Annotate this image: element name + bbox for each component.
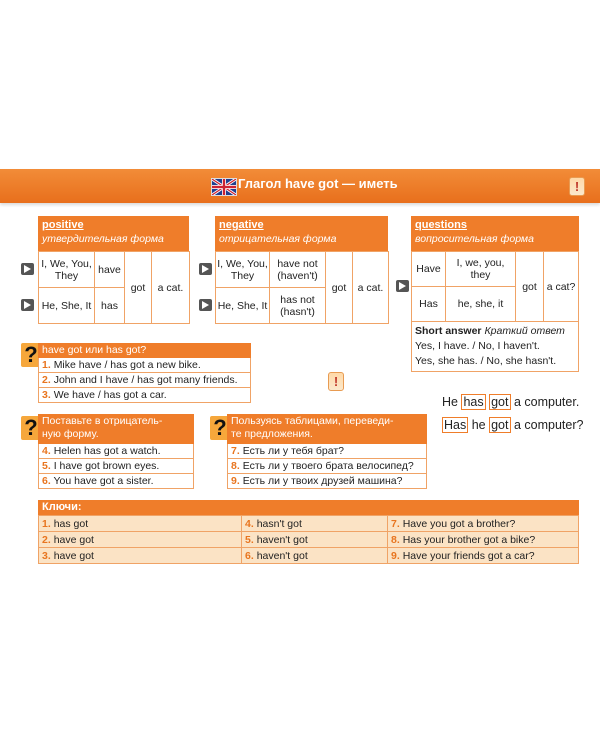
key-number: 1. xyxy=(42,517,51,530)
exercise2-item xyxy=(38,444,194,459)
key-answer: hasn't got xyxy=(256,517,302,530)
example-word-highlight: got xyxy=(491,395,509,409)
arrow-right-icon xyxy=(199,299,212,311)
key-cell xyxy=(39,516,242,532)
item-text: I have got brown eyes. xyxy=(53,460,160,472)
key-cell xyxy=(388,548,579,564)
key-number: 8. xyxy=(391,533,400,546)
positive-table xyxy=(38,251,190,324)
exercise3-item xyxy=(227,459,427,474)
example-word-highlight: got xyxy=(491,418,509,432)
questions-subject-2: he, she, it xyxy=(446,287,516,322)
key-cell xyxy=(39,548,242,564)
key-cell xyxy=(242,516,388,532)
questions-verb-1: Have xyxy=(412,252,446,287)
negative-header xyxy=(215,216,388,251)
exercise2-item xyxy=(38,474,194,489)
question-mark-icon: ? xyxy=(21,416,41,440)
key-cell xyxy=(242,532,388,548)
key-cell xyxy=(39,532,242,548)
question-mark-icon: ? xyxy=(210,416,230,440)
item-text: Helen has got a watch. xyxy=(53,445,161,457)
item-number: 3. xyxy=(42,389,51,401)
negative-subject-2: He, She, It xyxy=(216,288,270,324)
positive-header xyxy=(38,216,189,251)
key-answer: have got xyxy=(53,533,94,546)
positive-subject-1: I, We, You, They xyxy=(39,252,95,288)
example-word: a computer. xyxy=(513,395,580,409)
arrow-right-icon xyxy=(21,299,34,311)
key-number: 4. xyxy=(245,517,254,530)
arrow-right-icon xyxy=(396,280,409,292)
questions-verb-2: Has xyxy=(412,287,446,322)
short-answer-box xyxy=(411,321,579,372)
example-word-highlight: has xyxy=(463,395,484,409)
item-number: 8. xyxy=(231,460,240,472)
exercise2-title-line2: ную форму. xyxy=(42,428,99,440)
key-answer: haven't got xyxy=(256,533,308,546)
key-cell xyxy=(388,516,579,532)
item-text: Есть ли у твоих друзей машина? xyxy=(242,475,403,487)
item-number: 6. xyxy=(42,475,51,487)
positive-subject-2: He, She, It xyxy=(39,288,95,324)
item-text: You have got a sister. xyxy=(53,475,154,487)
item-number: 7. xyxy=(231,445,240,457)
key-number: 9. xyxy=(391,549,400,562)
key-number: 5. xyxy=(245,533,254,546)
short-answer-1: Yes, I have. / No, I haven't. xyxy=(415,340,540,352)
key-number: 2. xyxy=(42,533,51,546)
arrow-right-icon xyxy=(21,263,34,275)
example-word: he xyxy=(471,418,486,432)
negative-verb-2: has not (hasn't) xyxy=(270,288,326,324)
key-cell xyxy=(242,548,388,564)
key-number: 7. xyxy=(391,517,400,530)
keys-row xyxy=(39,532,579,548)
keys-row xyxy=(39,516,579,532)
negative-verb-1: have not (haven't) xyxy=(270,252,326,288)
item-number: 2. xyxy=(42,374,51,386)
example-word: He xyxy=(442,395,458,409)
questions-label: questions xyxy=(415,219,467,231)
item-text: Есть ли у твоего брата велосипед? xyxy=(242,460,414,472)
item-text: John and I have / has got many friends. xyxy=(53,374,238,386)
key-number: 6. xyxy=(245,549,254,562)
keys-table xyxy=(38,515,579,564)
negative-got: got xyxy=(326,252,353,324)
negative-table xyxy=(215,251,389,324)
key-answer: Have your friends got a car? xyxy=(402,549,535,562)
positive-verb-2: has xyxy=(95,288,125,324)
exercise3-item xyxy=(227,474,427,489)
short-answer-label: Short answer xyxy=(415,325,482,337)
exercise1-item xyxy=(38,358,251,373)
exercise2-title xyxy=(38,414,194,444)
negative-label: negative xyxy=(219,219,264,231)
short-answer-2: Yes, she has. / No, she hasn't. xyxy=(415,355,557,367)
key-cell xyxy=(388,532,579,548)
item-number: 4. xyxy=(42,445,51,457)
questions-table xyxy=(411,251,579,322)
exclamation-icon: ! xyxy=(569,177,585,196)
key-answer: have got xyxy=(53,549,94,562)
example-sentence-2 xyxy=(442,418,583,432)
item-number: 1. xyxy=(42,359,51,371)
exercise2-title-line1: Поставьте в отрицатель- xyxy=(42,415,163,427)
keys-row xyxy=(39,548,579,564)
short-answer-ru-label: Краткий ответ xyxy=(484,325,565,337)
questions-object: a cat? xyxy=(544,252,579,322)
key-answer: Have you got a brother? xyxy=(402,517,516,530)
item-text: Mike have / has got a new bike. xyxy=(53,359,201,371)
positive-got: got xyxy=(125,252,152,324)
arrow-right-icon xyxy=(199,263,212,275)
item-text: We have / has got a car. xyxy=(53,389,167,401)
keys-title: Ключи: xyxy=(38,500,579,515)
key-answer: has got xyxy=(53,517,89,530)
page-title: Глагол have got — иметь xyxy=(238,176,398,191)
exercise1-item xyxy=(38,373,251,388)
example-sentence-1 xyxy=(442,395,579,409)
key-answer: haven't got xyxy=(256,549,308,562)
key-answer: Has your brother got a bike? xyxy=(402,533,536,546)
item-number: 5. xyxy=(42,460,51,472)
example-word: a computer? xyxy=(513,418,584,432)
example-word-highlight: Has xyxy=(444,418,467,432)
exercise2-item xyxy=(38,459,194,474)
item-text: Есть ли у тебя брат? xyxy=(242,445,345,457)
exercise3-title xyxy=(227,414,427,444)
negative-object: a cat. xyxy=(353,252,389,324)
exercise3-title-line1: Пользуясь таблицами, переведи- xyxy=(231,415,394,427)
exercise3-item xyxy=(227,444,427,459)
exercise3-title-line2: те предложения. xyxy=(231,428,313,440)
negative-ru-label: отрицательная форма xyxy=(219,233,337,245)
exercise1-title: have got или has got? xyxy=(38,343,251,358)
uk-flag-icon xyxy=(211,178,237,196)
questions-got: got xyxy=(516,252,544,322)
negative-subject-1: I, We, You, They xyxy=(216,252,270,288)
questions-ru-label: вопросительная форма xyxy=(415,233,534,245)
positive-ru-label: утвердительная форма xyxy=(42,233,164,245)
exclamation-icon: ! xyxy=(328,372,344,391)
positive-label: positive xyxy=(42,219,84,231)
positive-object: a cat. xyxy=(152,252,190,324)
questions-header xyxy=(411,216,579,251)
exercise1-item xyxy=(38,388,251,403)
key-number: 3. xyxy=(42,549,51,562)
question-mark-icon: ? xyxy=(21,343,41,367)
questions-subject-1: I, we, you, they xyxy=(446,252,516,287)
positive-verb-1: have xyxy=(95,252,125,288)
item-number: 9. xyxy=(231,475,240,487)
